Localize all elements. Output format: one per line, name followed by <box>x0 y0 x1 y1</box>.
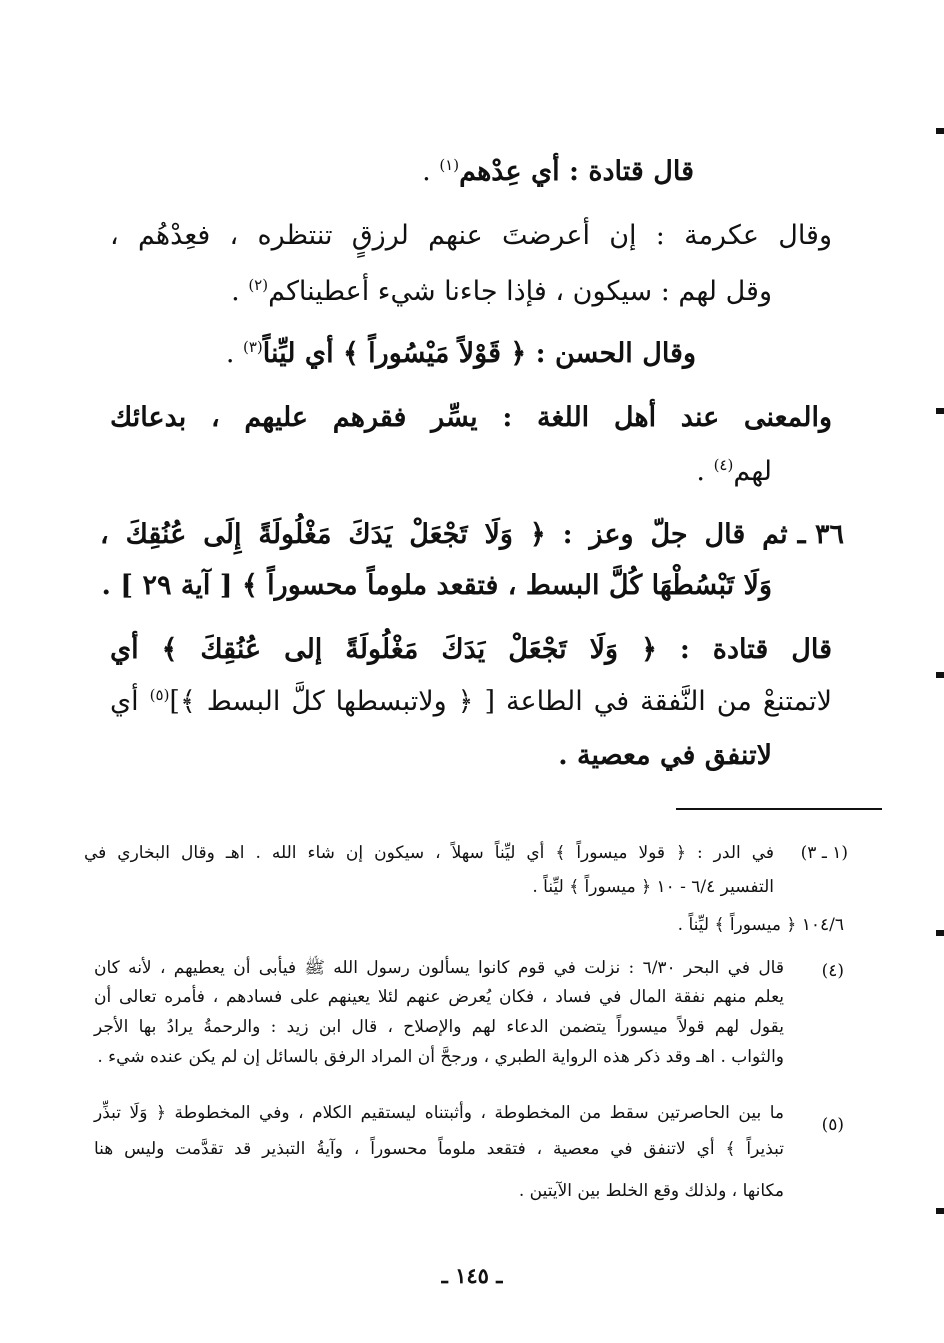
footnote-line: يعلم منهم نفقة المال في فساد ، فكان يُعرض عنهم لئلا يعينهم على فسادهم ، فأمره تعالى أن <box>94 987 784 1007</box>
edge-mark <box>936 128 944 134</box>
main-line-7: ٣٦ ـثم قال جلّ وعز : ﴿ وَلَا تَجْعَلْ يَدَكَ مَغْلُولَةً إِلَى عُنُقِكَ ، <box>100 519 844 550</box>
footnote-line: قال في البحر ٦/٣٠ : نزلت في قوم كانوا يسألون رسول الله ﷺ فيأبى أن يعطيهم ، لأنه كان <box>94 958 784 978</box>
footnote-number: (٥) <box>821 1115 844 1135</box>
main-line-5: والمعنى عند أهل اللغة : يسِّر فقرهم عليهم ، بدعائك <box>110 402 832 433</box>
footnote-line: يقول لهم قولاً ميسوراً يتضمن الدعاء لهم والإصلاح ، قال ابن زيد : والرحمةُ يرادُ بها الأجر <box>94 1017 784 1037</box>
footnote-line: التفسير ٦/٤ - ١٠ ﴿ ميسوراً ﴾ ليِّناً . <box>532 877 774 897</box>
footnote-line: مكانها ، ولذلك وقع الخلط بين الآيتين . <box>518 1181 784 1201</box>
main-line-2: وقال عكرمة : إن أعرضتَ عنهم لرزقٍ تنتظره ، فعِدْهُم ، <box>110 220 832 251</box>
footnote-separator <box>676 808 882 810</box>
footnote-line: ما بين الحاصرتين سقط من المخطوطة ، وأثبتناه ليستقيم الكلام ، وفي المخطوطة ﴿ وَلَا تبذِّر <box>94 1103 784 1123</box>
footnote-line: ١٠٤/٦ ﴿ ميسوراً ﴾ ليِّناً . <box>677 915 844 935</box>
edge-mark <box>936 672 944 678</box>
main-line-8: وَلَا تَبْسُطْهَا كُلَّ البسط ، فتقعد ملوماً محسوراً ﴾ [ آية ٢٩ ] . <box>101 570 772 601</box>
footnote-line: تبذيراً ﴾ أي لاتنفق في معصية ، فتقعد ملوماً محسوراً ، وآيةُ التبذير قد تقدَّمت وليس هنا <box>94 1139 784 1159</box>
edge-mark <box>936 1208 944 1214</box>
main-line-3: وقل لهم : سيكون ، فإذا جاءنا شيء أعطيناكم$^{(٢)}$ . <box>231 276 772 307</box>
footnote-line: في الدر : ﴿ قولا ميسوراً ﴾ أي ليِّناً سهلاً ، سيكون إن شاء الله . اهـ وقال البخاري في <box>84 843 774 863</box>
main-line-4: وقال الحسن : ﴿ قَوْلاً مَيْسُوراً ﴾ أي ليِّناً$^{(٣)}$ . <box>225 338 696 369</box>
footnote-number: (١ ـ ٣) <box>800 843 848 863</box>
main-line-10: لاتمتنعْ من النَّفقة في الطاعة [ ﴿ ولاتبسطها كلَّ البسط ﴾]$^{(٥)}$ أي <box>110 686 833 717</box>
edge-mark <box>936 930 944 936</box>
main-line-6: لهم$^{(٤)}$ . <box>696 456 772 487</box>
main-line-9: قال قتادة : ﴿ وَلَا تَجْعَلْ يَدَكَ مَغْلُولَةً إلى عُنُقِكَ ﴾ أي <box>110 634 832 665</box>
footnote-number: (٤) <box>821 961 844 981</box>
edge-mark <box>936 408 944 414</box>
main-line-1: قال قتادة : أي عِدْهم$^{(١)}$ . <box>422 156 694 187</box>
footnote-line: والثواب . اهـ وقد ذكر هذه الرواية الطبري ، ورجحَّ أن المراد الرفق بالسائل إن لم يكن عنده شيء . <box>97 1047 784 1067</box>
page-number: ـ ١٤٥ ـ <box>441 1263 503 1288</box>
main-line-11: لاتنفق في معصية . <box>558 740 772 771</box>
